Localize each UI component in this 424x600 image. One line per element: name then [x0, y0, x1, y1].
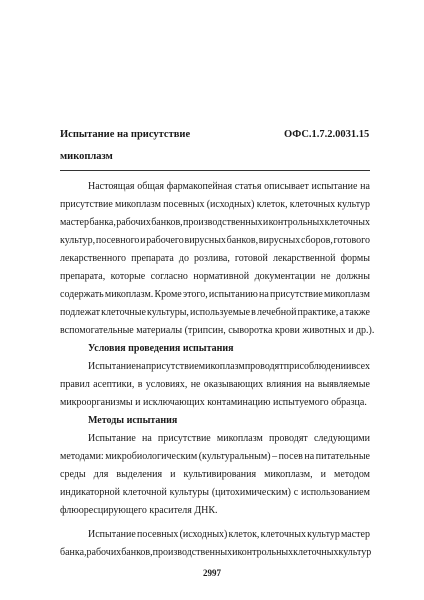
text-line: культур, посевного и рабочего вирусных банков, вирусных сборов, готового: [60, 235, 370, 246]
article-title-line: микоплазм: [60, 151, 113, 162]
section-heading: Методы испытания: [88, 415, 178, 426]
text-line: мастер банка, рабочих банков, производственных и контрольных клеточных: [60, 217, 370, 228]
text-line: лекарственного препарата до розлива, готовой лекарственной формы: [60, 253, 370, 264]
text-line: методами: микробиологическим (культуральным) – посев на питательные: [60, 451, 370, 462]
page-number: 2997: [203, 568, 221, 578]
article-title-line: Испытание на присутствие: [60, 129, 191, 140]
article-code: ОФС.1.7.2.0031.15: [284, 129, 370, 140]
text-line: препарата, которые согласно нормативной документации не должны: [60, 271, 370, 282]
text-line: банка, рабочих банков, производственных и контрольных клеточных культур: [60, 547, 372, 558]
text-line: флюоресцирующего красителя ДНК.: [60, 505, 218, 516]
article-body: [60, 178, 375, 562]
header-divider: [60, 170, 370, 171]
article-title: [60, 124, 230, 168]
text-line: присутствие микоплазм посевных (исходных) клеток, клеточных культур: [60, 199, 370, 210]
text-line: правил асептики, в условиях, не оказывающих влияния на выявляемые: [60, 379, 370, 390]
text-line: Испытание на присутствие микоплазм проводят следующими: [88, 433, 370, 444]
text-line: вспомогательные материалы (трипсин, сыворотка крови животных и др.).: [60, 325, 375, 336]
text-line: микроорганизмы и исключающих контаминацию испытуемого образца.: [60, 397, 367, 408]
text-line: содержать микоплазм. Кроме этого, испытанию на присутствие микоплазм: [60, 289, 370, 300]
text-line: Испытание на присутствие микоплазм проводят при соблюдении всех: [88, 361, 370, 372]
text-line: среды для выделения и культивирования микоплазм, и методом: [60, 469, 370, 480]
text-line: индикаторной клеточной культуры (цитохимическим) с использованием: [60, 487, 370, 498]
text-line: подлежат клеточные культуры, используемые в лечебной практике, а также: [60, 307, 370, 318]
section-heading: Условия проведения испытания: [88, 343, 234, 354]
text-line: Испытание посевных (исходных) клеток, клеточных культур мастер: [88, 529, 370, 540]
text-line: Настоящая общая фармакопейная статья описывает испытание на: [88, 181, 370, 192]
